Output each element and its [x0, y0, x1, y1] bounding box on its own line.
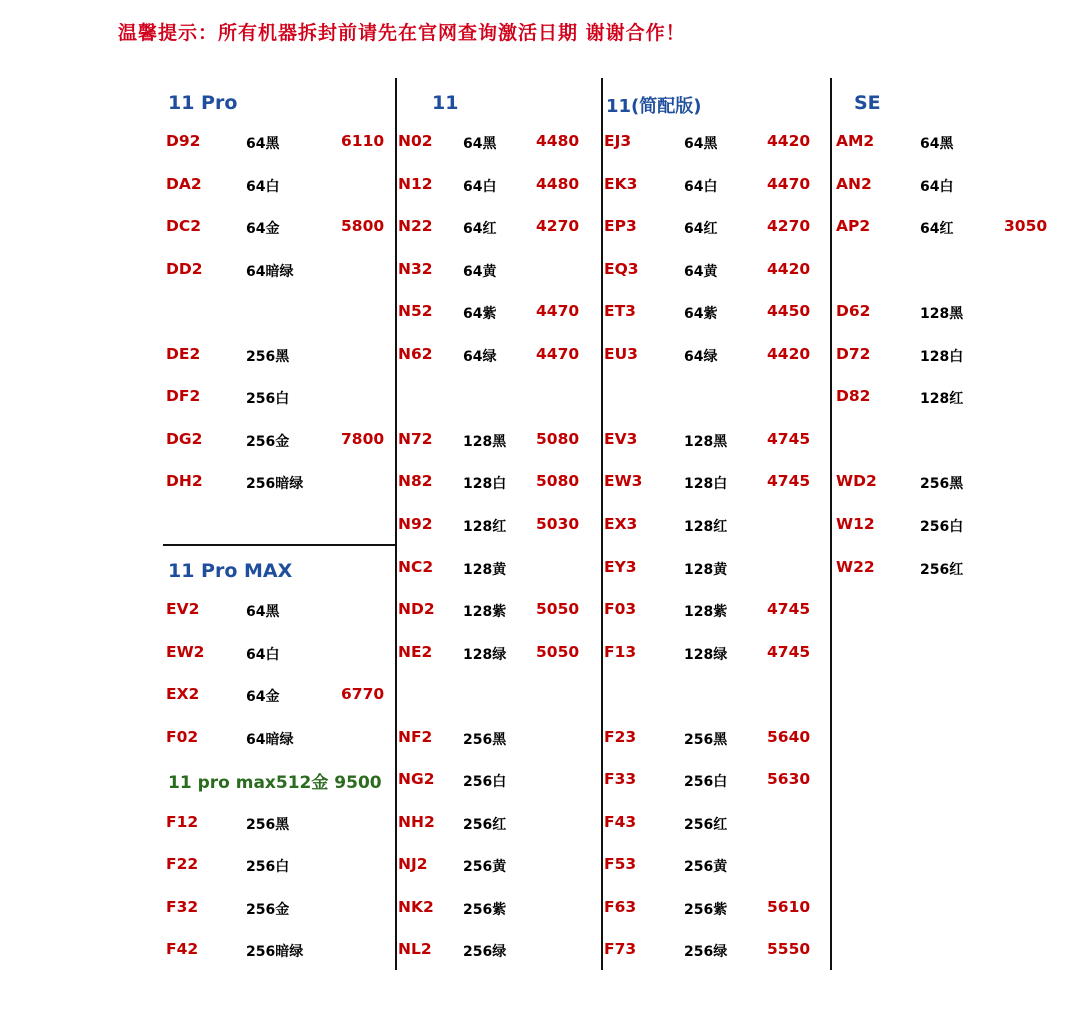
storage-color: 128白 — [684, 476, 728, 493]
price-value: 4470 — [536, 302, 580, 321]
model-code: NF2 — [398, 727, 433, 746]
storage-color: 256绿 — [684, 944, 728, 961]
price-value: 5800 — [341, 217, 385, 236]
model-code: N82 — [398, 472, 433, 491]
storage-color: 256暗绿 — [246, 944, 304, 961]
storage-color: 64黄 — [684, 263, 718, 280]
storage-color: 256暗绿 — [246, 476, 304, 493]
model-code: D82 — [836, 387, 871, 406]
price-value: 3050 — [1004, 217, 1048, 236]
model-code: DE2 — [166, 344, 201, 363]
storage-color: 256金 — [246, 901, 290, 918]
storage-color: 128紫 — [463, 604, 507, 621]
price-value: 6770 — [341, 685, 385, 704]
model-code: DA2 — [166, 174, 202, 193]
storage-color: 64暗绿 — [246, 263, 294, 280]
price-value: 4470 — [536, 344, 580, 363]
model-code: NG2 — [398, 770, 435, 789]
divider-3 — [830, 78, 832, 970]
model-code: F02 — [166, 727, 199, 746]
model-code: DH2 — [166, 472, 203, 491]
storage-color: 64黑 — [920, 136, 954, 152]
price-value: 4270 — [767, 217, 811, 236]
section-title-se: SE — [854, 92, 881, 114]
model-code: N92 — [398, 514, 433, 533]
model-code: EY3 — [604, 557, 637, 576]
section-title-11-simple: 11(简配版) — [606, 96, 702, 117]
storage-color: 256紫 — [463, 901, 507, 918]
storage-color: 256金 — [246, 433, 290, 450]
model-code: EP3 — [604, 217, 637, 236]
price-value: 5050 — [536, 600, 580, 619]
storage-color: 256黑 — [684, 731, 728, 748]
section-title-11-pro: 11 Pro — [168, 92, 238, 114]
storage-color: 256黄 — [684, 859, 728, 876]
storage-color: 256红 — [463, 816, 507, 833]
price-value: 5630 — [767, 770, 811, 789]
model-code: F73 — [604, 940, 637, 959]
model-code: F32 — [166, 897, 199, 916]
storage-color: 64暗绿 — [246, 731, 294, 748]
storage-color: 256白 — [246, 391, 290, 408]
section-title-11: 11 — [432, 92, 459, 114]
model-code: N22 — [398, 217, 433, 236]
section-title-11-pro-max: 11 Pro MAX — [168, 560, 293, 582]
special-offer-text: 11 pro max512金 9500 — [168, 773, 382, 793]
price-value: 4420 — [767, 344, 811, 363]
storage-color: 256黑 — [920, 476, 964, 493]
storage-color: 64白 — [246, 178, 280, 195]
model-code: D92 — [166, 132, 201, 150]
model-code: AM2 — [836, 132, 875, 150]
storage-color: 256红 — [920, 561, 964, 578]
price-value: 4745 — [767, 472, 811, 491]
notice-text: 温馨提示：所有机器拆封前请先在官网查询激活日期 谢谢合作！ — [118, 22, 686, 44]
price-value: 4420 — [767, 132, 811, 150]
storage-color: 64白 — [684, 178, 718, 195]
section-divider — [163, 544, 397, 546]
storage-color: 256白 — [920, 518, 964, 535]
storage-color: 128红 — [463, 518, 507, 535]
model-code: NC2 — [398, 557, 434, 576]
model-code: NK2 — [398, 897, 434, 916]
storage-color: 64绿 — [684, 348, 718, 365]
storage-color: 256黑 — [246, 348, 290, 365]
storage-color: 256黑 — [246, 816, 290, 833]
price-value: 4480 — [536, 174, 580, 193]
storage-color: 64黑 — [246, 136, 280, 152]
divider-1 — [395, 78, 397, 970]
storage-color: 128白 — [463, 476, 507, 493]
model-code: EW3 — [604, 472, 643, 491]
model-code: EV3 — [604, 429, 638, 448]
model-code: N02 — [398, 132, 433, 150]
price-value: 4420 — [767, 259, 811, 278]
model-code: N32 — [398, 259, 433, 278]
model-code: NL2 — [398, 940, 432, 959]
model-code: N52 — [398, 302, 433, 321]
storage-color: 128红 — [920, 391, 964, 408]
storage-color: 64黑 — [684, 136, 718, 152]
storage-color: 256白 — [246, 859, 290, 876]
storage-color: 256黑 — [463, 731, 507, 748]
model-code: F33 — [604, 770, 637, 789]
model-code: N12 — [398, 174, 433, 193]
model-code: W12 — [836, 514, 875, 533]
model-code: F53 — [604, 855, 637, 874]
storage-color: 128红 — [684, 518, 728, 535]
storage-color: 64绿 — [463, 348, 497, 365]
storage-color: 128黑 — [463, 433, 507, 450]
price-value: 5610 — [767, 897, 811, 916]
storage-color: 64紫 — [684, 306, 718, 323]
model-code: NH2 — [398, 812, 435, 831]
storage-color: 64黄 — [463, 263, 497, 280]
model-code: DC2 — [166, 217, 202, 236]
model-code: EU3 — [604, 344, 638, 363]
storage-color: 64金 — [246, 689, 280, 706]
storage-color: 64红 — [463, 221, 497, 238]
storage-color: 64白 — [463, 178, 497, 195]
storage-color: 256白 — [463, 774, 507, 791]
model-code: N62 — [398, 344, 433, 363]
model-code: AP2 — [836, 217, 871, 236]
price-value: 4270 — [536, 217, 580, 236]
price-value: 4745 — [767, 429, 811, 448]
storage-color: 128黑 — [684, 433, 728, 450]
model-code: D62 — [836, 302, 871, 321]
model-code: F43 — [604, 812, 637, 831]
price-value: 5080 — [536, 429, 580, 448]
model-code: NJ2 — [398, 855, 428, 874]
model-code: ND2 — [398, 600, 435, 619]
price-value: 5050 — [536, 642, 580, 661]
storage-color: 256紫 — [684, 901, 728, 918]
price-value: 5640 — [767, 727, 811, 746]
model-code: F03 — [604, 600, 637, 619]
model-code: DG2 — [166, 429, 203, 448]
price-value: 5080 — [536, 472, 580, 491]
model-code: F13 — [604, 642, 637, 661]
storage-color: 64黑 — [246, 604, 280, 621]
storage-color: 128绿 — [463, 646, 507, 663]
model-code: F23 — [604, 727, 637, 746]
price-value: 4450 — [767, 302, 811, 321]
storage-color: 64白 — [920, 178, 954, 195]
storage-color: 128白 — [920, 348, 964, 365]
storage-color: 256黄 — [463, 859, 507, 876]
model-code: N72 — [398, 429, 433, 448]
price-value: 5030 — [536, 514, 580, 533]
storage-color: 64红 — [920, 221, 954, 238]
price-value: 7800 — [341, 429, 385, 448]
storage-color: 128黄 — [463, 561, 507, 578]
model-code: F12 — [166, 812, 199, 831]
model-code: ET3 — [604, 302, 636, 321]
storage-color: 64黑 — [463, 136, 497, 152]
model-code: DF2 — [166, 387, 201, 406]
model-code: EV2 — [166, 600, 200, 619]
price-value: 4745 — [767, 600, 811, 619]
storage-color: 256绿 — [463, 944, 507, 961]
model-code: WD2 — [836, 472, 877, 491]
storage-color: 128紫 — [684, 604, 728, 621]
model-code: EQ3 — [604, 259, 639, 278]
model-code: F22 — [166, 855, 199, 874]
storage-color: 128黄 — [684, 561, 728, 578]
storage-color: 64紫 — [463, 306, 497, 323]
storage-color: 256白 — [684, 774, 728, 791]
price-value: 4745 — [767, 642, 811, 661]
model-code: NE2 — [398, 642, 433, 661]
model-code: F42 — [166, 940, 199, 959]
model-code: EK3 — [604, 174, 638, 193]
storage-color: 128绿 — [684, 646, 728, 663]
storage-color: 128黑 — [920, 306, 964, 323]
model-code: EX2 — [166, 685, 200, 704]
model-code: EJ3 — [604, 132, 632, 150]
price-value: 4480 — [536, 132, 580, 150]
model-code: EW2 — [166, 642, 205, 661]
model-code: F63 — [604, 897, 637, 916]
storage-color: 64金 — [246, 221, 280, 238]
model-code: W22 — [836, 557, 875, 576]
storage-color: 64白 — [246, 646, 280, 663]
model-code: DD2 — [166, 259, 203, 278]
divider-2 — [601, 78, 603, 970]
model-code: EX3 — [604, 514, 638, 533]
storage-color: 256红 — [684, 816, 728, 833]
price-value: 4470 — [767, 174, 811, 193]
price-value: 5550 — [767, 940, 811, 959]
storage-color: 64红 — [684, 221, 718, 238]
model-code: AN2 — [836, 174, 872, 193]
model-code: D72 — [836, 344, 871, 363]
price-value: 6110 — [341, 132, 385, 150]
